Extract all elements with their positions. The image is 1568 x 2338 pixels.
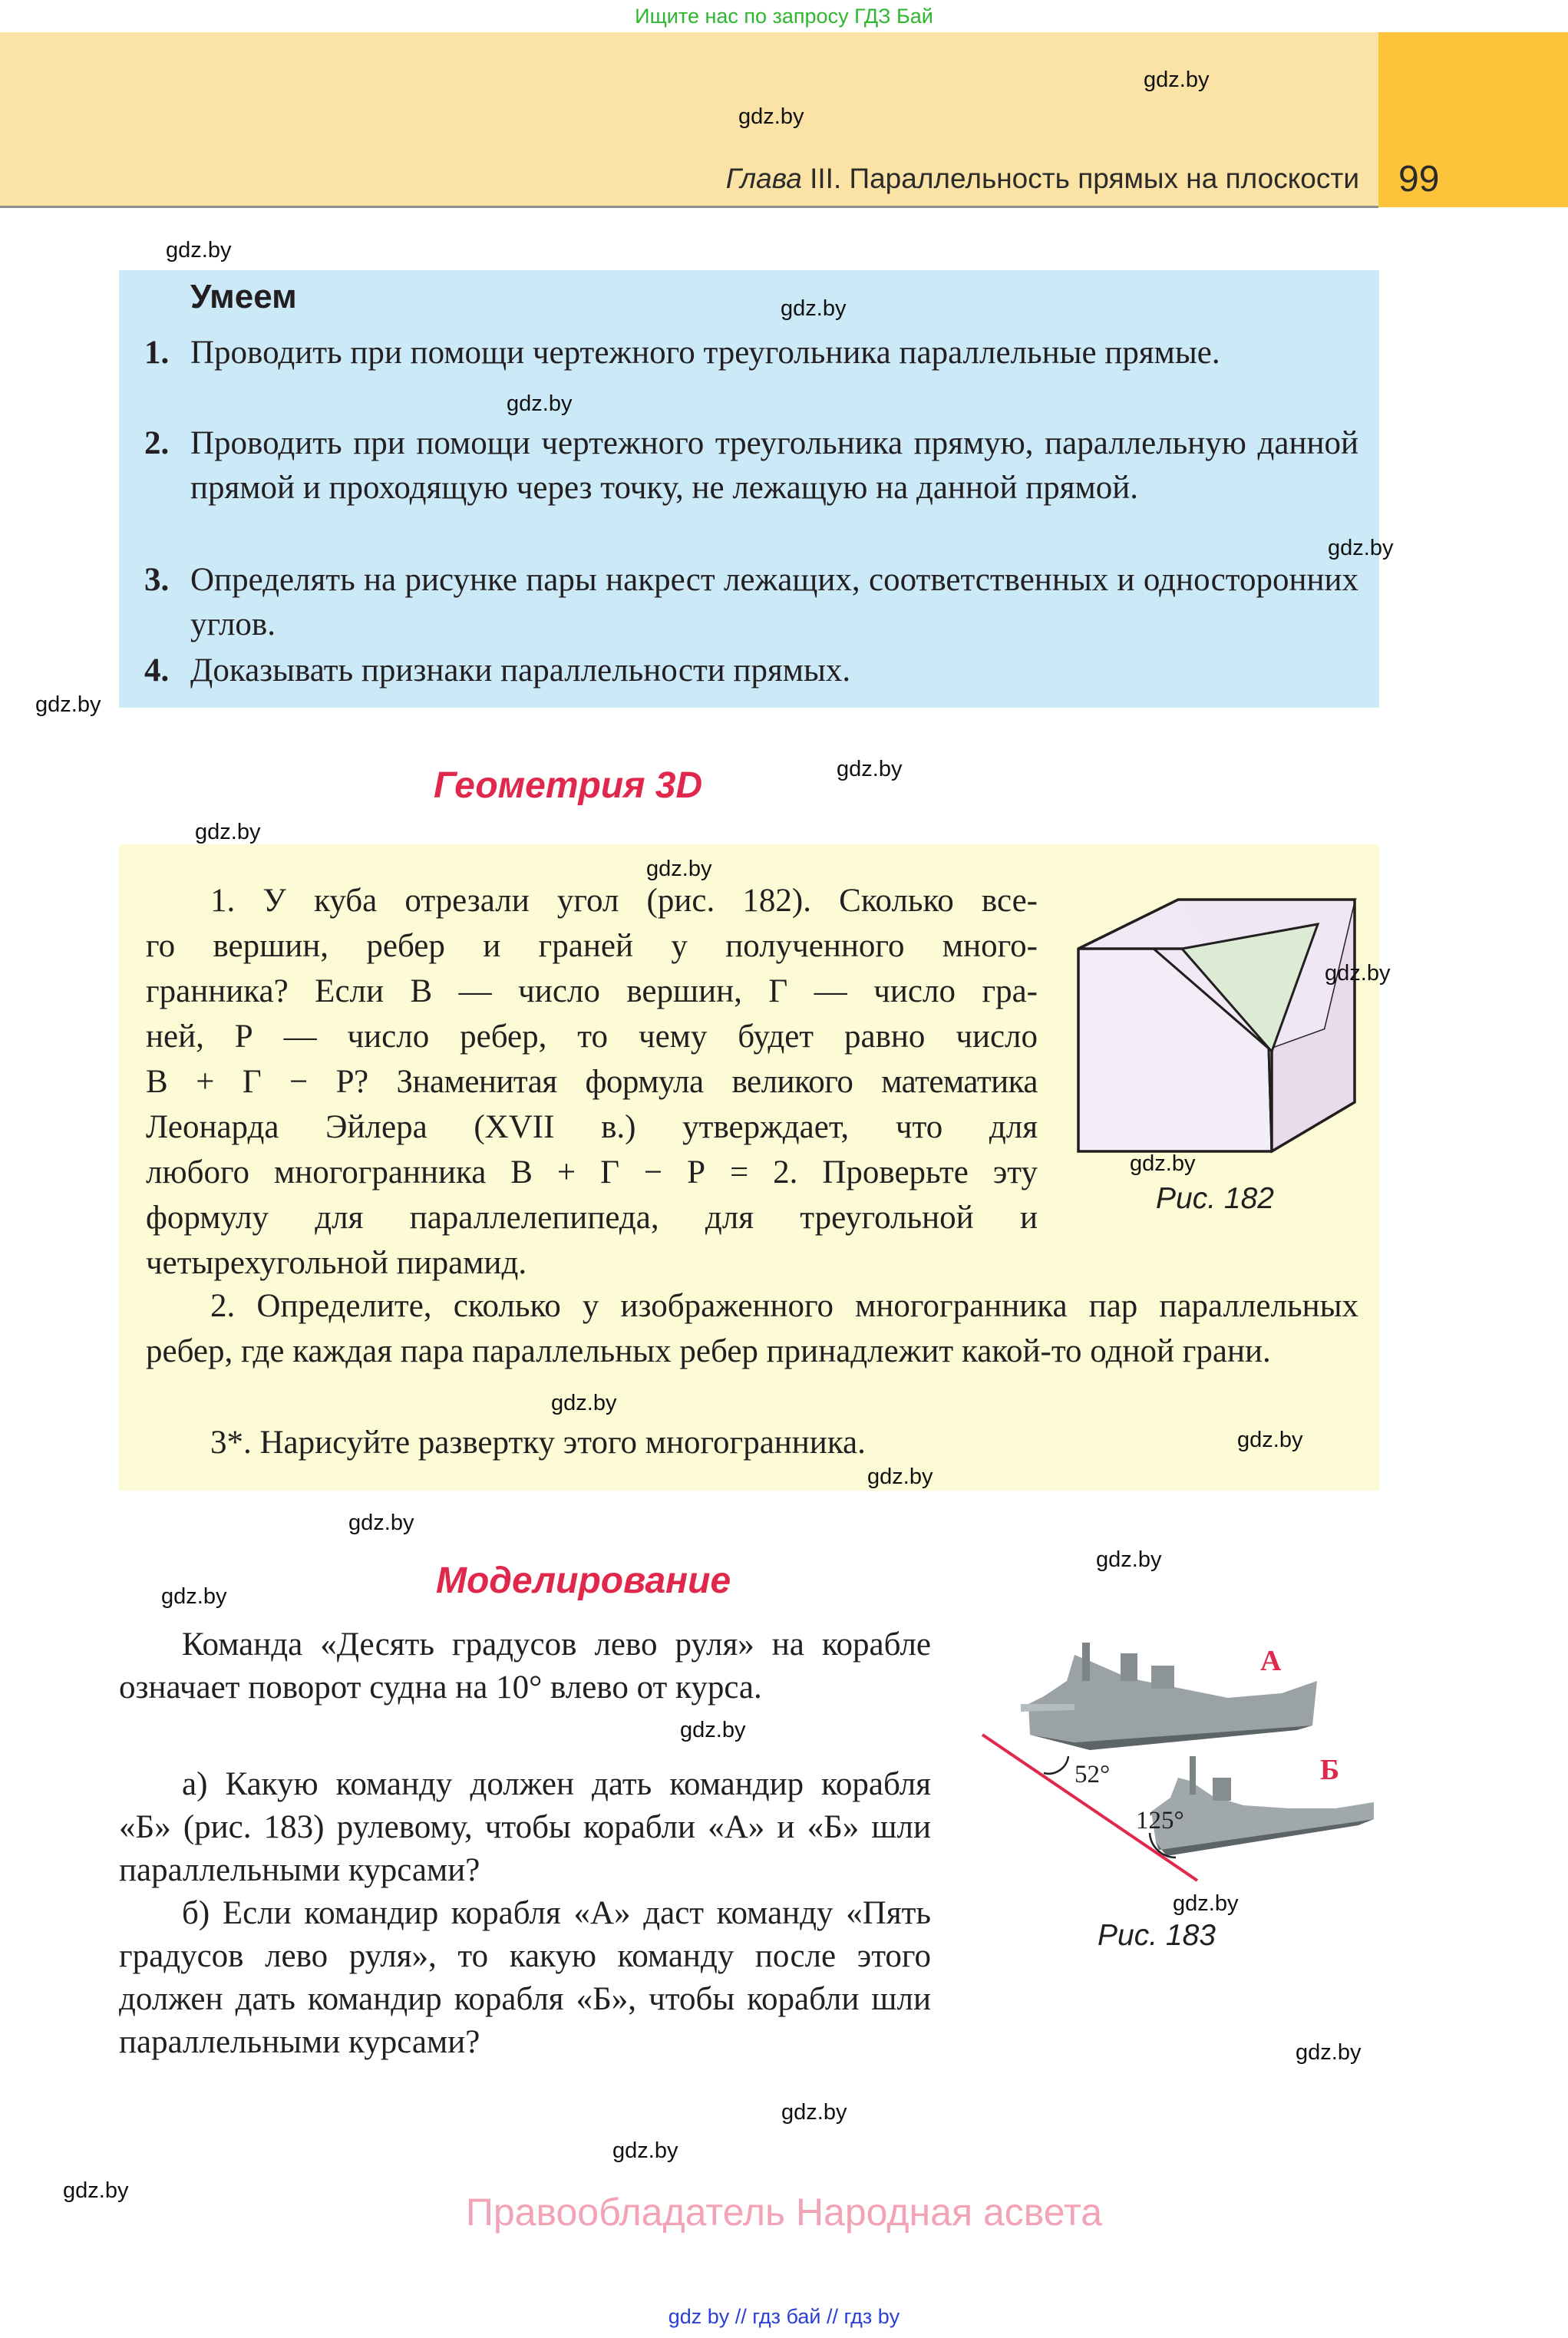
watermark: gdz.by [781, 2100, 847, 2125]
modeling-question-b: б) Если командир корабля «А» даст команду «Пять градусов лево руля», то какую команду после этого должен дать командир корабля «Б», чтобы корабли шли параллельными курсами? [119, 1895, 931, 2060]
watermark: gdz.by [161, 1584, 227, 1609]
watermark: gdz.by [551, 1391, 617, 1415]
watermark: gdz.by [1173, 1891, 1239, 1916]
skill-item-4 [144, 649, 1358, 693]
watermark: gdz.by [646, 857, 712, 881]
figure-183-ships [975, 1627, 1381, 1904]
skill-number: 1. [144, 335, 170, 371]
chapter-text: III. Параллельность прямых на плоскости [801, 163, 1359, 194]
watermark: gdz.by [348, 1511, 414, 1535]
page-number: 99 [1398, 159, 1440, 200]
watermark: gdz.by [867, 1465, 933, 1489]
ship-a-label: А [1260, 1645, 1282, 1677]
modeling-intro: Команда «Десять градусов лево руля» на корабле означает поворот судна на 10° влево от курса. [119, 1626, 931, 1706]
watermark: gdz.by [837, 757, 903, 781]
angle-a-label: 52° [1074, 1761, 1111, 1788]
skill-item-1 [144, 331, 1358, 375]
watermark: gdz.by [1144, 68, 1210, 92]
task1-text [146, 878, 1038, 1286]
skill-number: 2. [144, 425, 170, 461]
skill-text: Определять на рисунке пары накрест лежащих, соответственных и односторонних углов. [190, 562, 1358, 642]
header-divider [0, 206, 1378, 208]
task2-text: 2. Определите, сколько у изображенного многогранника пар параллельных ребер, где каждая пара параллельных ребер принадлежит какой-то одной грани. [146, 1288, 1358, 1369]
task3-text: 3*. Нарисуйте развертку этого многогранника. [210, 1425, 866, 1461]
watermark: gdz.by [166, 238, 232, 263]
skill-number: 4. [144, 652, 170, 689]
watermark: gdz.by [1325, 961, 1391, 986]
top-banner[interactable]: Ищите нас по запросу ГДЗ Бай [635, 5, 933, 28]
chapter-title [726, 163, 1359, 195]
ship-b-icon [1151, 1756, 1374, 1856]
section-title-modeling: Моделирование [436, 1560, 731, 1601]
task1-line: ней, Р — число ребер, то чему будет равно число [146, 1019, 1038, 1055]
skill-text: Доказывать признаки параллельности прямых. [190, 652, 851, 689]
angle-b-label: 125° [1136, 1807, 1184, 1834]
chapter-prefix: Глава [725, 163, 802, 194]
skill-item-2 [144, 421, 1358, 510]
watermark: gdz.by [195, 820, 261, 844]
figure-182-caption: Рис. 182 [1156, 1182, 1274, 1215]
task1-line: гранника? Если В — число вершин, Г — число гра- [146, 973, 1038, 1009]
watermark: gdz.by [680, 1718, 746, 1742]
task1-line: любого многогранника В + Г − Р = 2. Проверьте эту [146, 1154, 1038, 1190]
task1-line: В + Г − Р? Знаменитая формула великого математика [146, 1064, 1038, 1100]
watermark: gdz.by [1296, 2040, 1362, 2065]
ship-b-label: Б [1320, 1754, 1340, 1786]
figure-183-caption: Рис. 183 [1098, 1919, 1216, 1952]
copyright-note: Правообладатель Народная асвета [465, 2191, 1103, 2234]
watermark: gdz.by [1328, 536, 1394, 560]
figure-182-cube [1071, 890, 1378, 1155]
task1-line: четырехугольной пирамид. [146, 1245, 527, 1281]
bottom-links[interactable]: gdz by // гдз бай // гдз by [668, 2305, 900, 2328]
watermark: gdz.by [35, 692, 101, 717]
task1-line: 1. У куба отрезали угол (рис. 182). Сколько все- [210, 883, 1038, 919]
watermark: gdz.by [612, 2138, 678, 2163]
task1-line: Леонарда Эйлера (XVII в.) утверждает, что для [146, 1109, 1038, 1145]
section-title-geometry: Геометрия 3D [434, 765, 703, 806]
angle-a-arc [1044, 1756, 1068, 1774]
task1-line: формулу для параллелепипеда, для треугольной и [146, 1200, 1038, 1236]
watermark: gdz.by [1096, 1547, 1162, 1572]
skill-number: 3. [144, 562, 170, 598]
modeling-question-a: а) Какую команду должен дать командир корабля «Б» (рис. 183) рулевому, чтобы корабли «А» и «Б» шли параллельными курсами? [119, 1766, 931, 1888]
skills-title: Умеем [190, 278, 297, 315]
watermark: gdz.by [507, 391, 573, 416]
task1-line: го вершин, ребер и граней у полученного много- [146, 928, 1038, 964]
watermark: gdz.by [1130, 1151, 1196, 1176]
skill-text: Проводить при помощи чертежного треугольника параллельные прямые. [190, 335, 1220, 371]
skill-text: Проводить при помощи чертежного треугольника прямую, параллельную данной прямой и проходящую через точку, не лежащую на данной прямой. [190, 425, 1358, 506]
skill-item-3 [144, 558, 1358, 647]
watermark: gdz.by [63, 2178, 129, 2203]
watermark: gdz.by [738, 104, 804, 129]
watermark: gdz.by [1237, 1428, 1303, 1452]
watermark: gdz.by [781, 296, 847, 321]
